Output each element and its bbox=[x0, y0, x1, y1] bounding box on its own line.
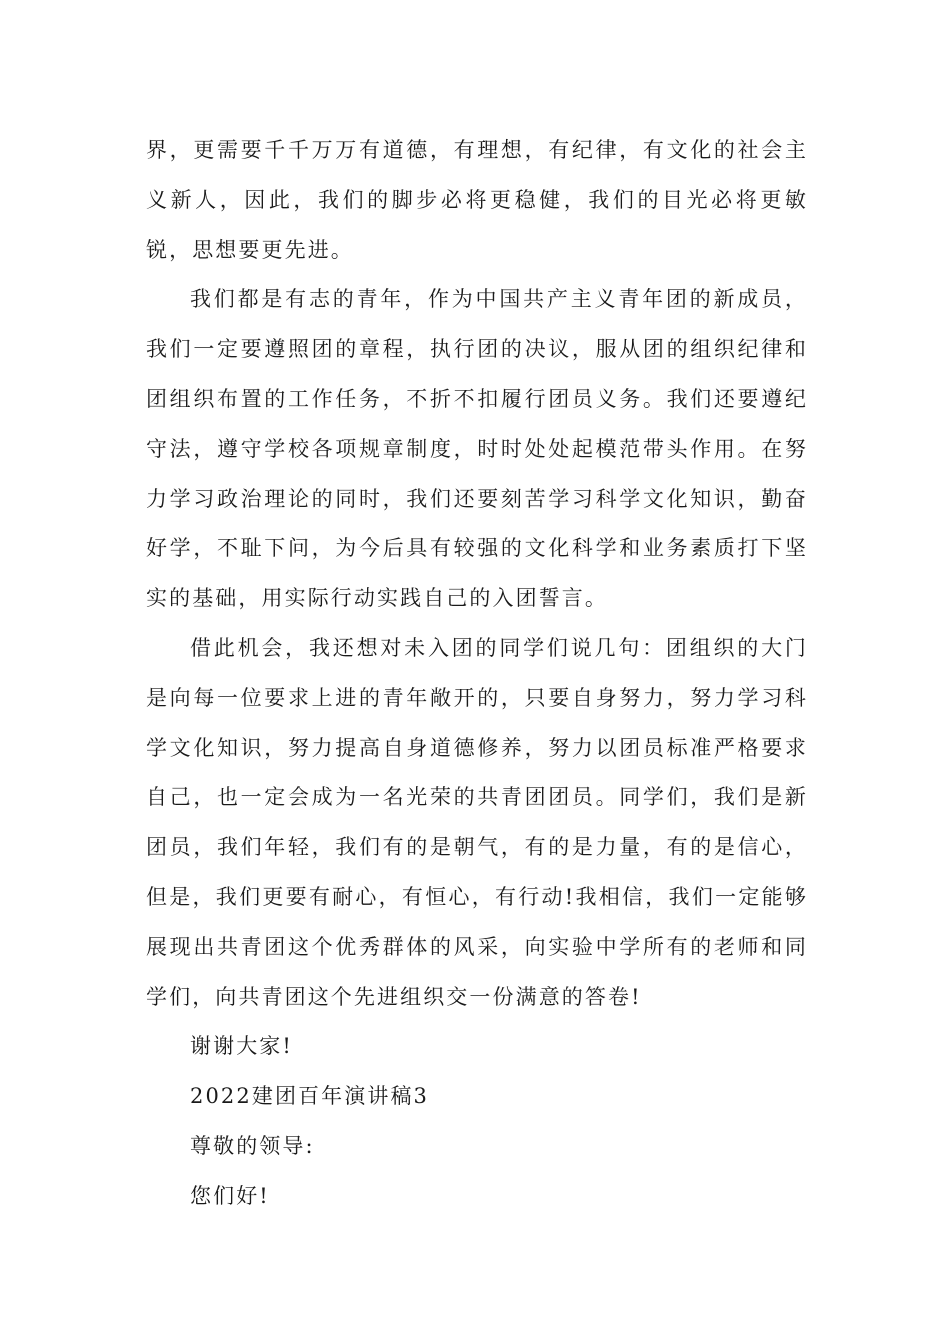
section-title: 2022建团百年演讲稿3 bbox=[190, 1084, 430, 1109]
salutation: 尊敬的领导: bbox=[190, 1133, 315, 1158]
document-body bbox=[146, 126, 808, 1222]
closing-thanks: 谢谢大家! bbox=[190, 1034, 293, 1059]
paragraph-call-to-classmates: 借此机会，我还想对未入团的同学们说几句：团组织的大门是向每一位要求上进的青年敞开的，只要自身努力，努力学习科学文化知识，努力提高自身道德修养，努力以团员标准严格要求自己，也一定会成为一名光荣的共青团团员。同学们，我们是新团员，我们年轻，我们有的是朝气，有的是力量，有的是信心，但是，我们更要有耐心，有恒心，有行动!我相信，我们一定能够展现出共青团这个优秀群体的风采，向实验中学所有的老师和同学们，向共青团这个先进组织交一份满意的答卷! bbox=[146, 635, 808, 1009]
paragraph-youth-duty: 我们都是有志的青年，作为中国共产主义青年团的新成员，我们一定要遵照团的章程，执行团的决议，服从团的组织纪律和团组织布置的工作任务，不折不扣履行团员义务。我们还要遵纪守法，遵守学校各项规章制度，时时处处起模范带头作用。在努力学习政治理论的同时，我们还要刻苦学习科学文化知识，勤奋好学，不耻下问，为今后具有较强的文化科学和业务素质打下坚实的基础，用实际行动实践自己的入团誓言。 bbox=[146, 287, 808, 611]
greeting: 您们好! bbox=[190, 1183, 270, 1208]
paragraph-continuation: 界，更需要千千万万有道德，有理想，有纪律，有文化的社会主义新人，因此，我们的脚步必将更稳健，我们的目光必将更敏锐，思想要更先进。 bbox=[146, 138, 808, 262]
